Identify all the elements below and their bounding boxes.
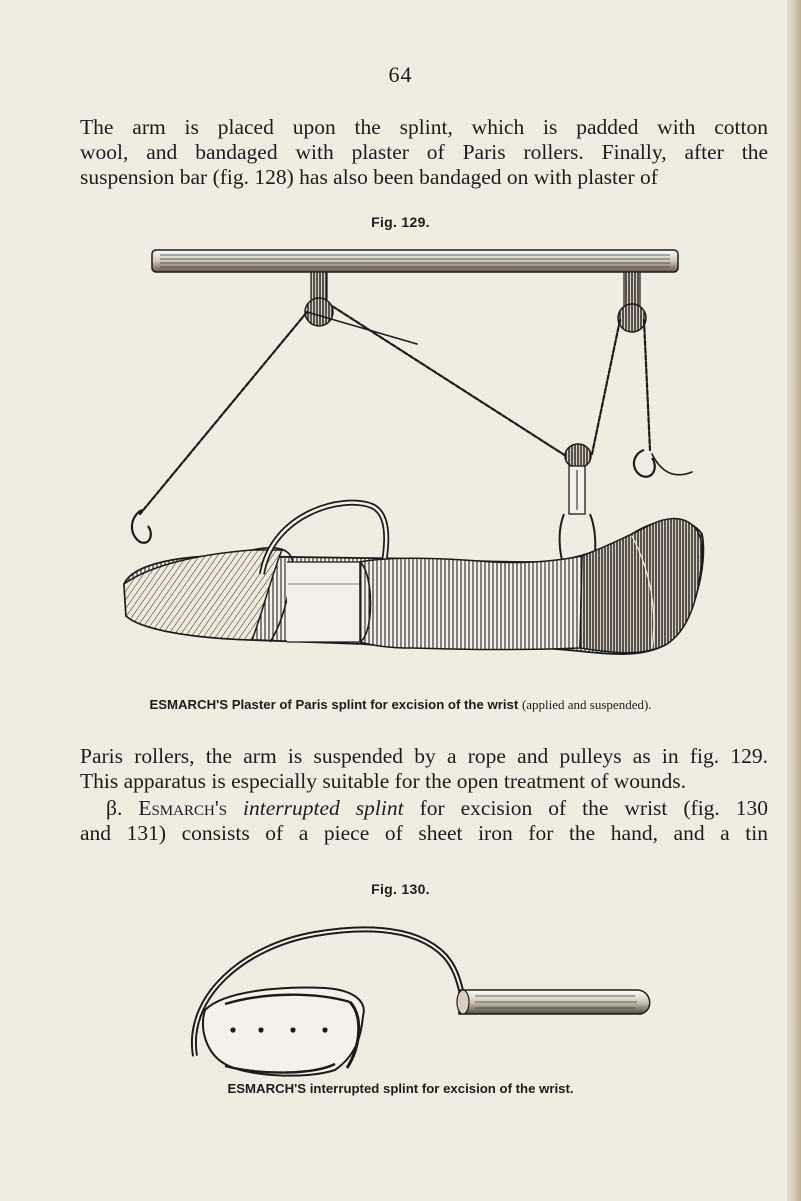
figure-130-label: Fig. 130. bbox=[371, 881, 430, 897]
text-line bbox=[80, 796, 768, 821]
figure-129-caption-note: (applied and suspended). bbox=[521, 697, 652, 712]
page-edge bbox=[787, 0, 801, 1201]
top-paragraph bbox=[80, 115, 768, 190]
text-line: Paris rollers, the arm is suspended by a rope and pulleys as in fig. 129. bbox=[80, 744, 768, 768]
text-line: This apparatus is especially suitable for the open treatment of wounds. bbox=[80, 769, 687, 793]
interrupted-splint-term: interrupted splint bbox=[243, 796, 404, 820]
beta-marker: β. bbox=[106, 796, 123, 820]
figure-130-caption: ESMARCH'S interrupted splint for excision of the wrist. bbox=[227, 1081, 574, 1096]
text-line: The arm is placed upon the splint, which is padded with cotton bbox=[80, 115, 768, 139]
page-number: 64 bbox=[388, 62, 413, 87]
middle-paragraph bbox=[80, 744, 768, 794]
text-line: wool, and bandaged with plaster of Paris rollers. Finally, after the bbox=[80, 140, 768, 164]
esmarch-name: Esmarch's bbox=[138, 796, 228, 820]
text-line: and 131) consists of a piece of sheet iron for the hand, and a tin bbox=[80, 821, 768, 845]
text-line: suspension bar (fig. 128) has also been bandaged on with plaster of bbox=[80, 165, 658, 189]
figure-129-caption bbox=[0, 697, 801, 713]
figure-129-label: Fig. 129. bbox=[371, 214, 430, 230]
figure-130-illustration bbox=[185, 906, 665, 1081]
beta-paragraph bbox=[80, 796, 768, 846]
figure-129-illustration bbox=[112, 244, 712, 684]
beta-line1-rest: for excision of the wrist (fig. 130 bbox=[419, 796, 769, 820]
figure-129-caption-main: ESMARCH'S Plaster of Paris splint for excision of the wrist bbox=[149, 697, 519, 712]
